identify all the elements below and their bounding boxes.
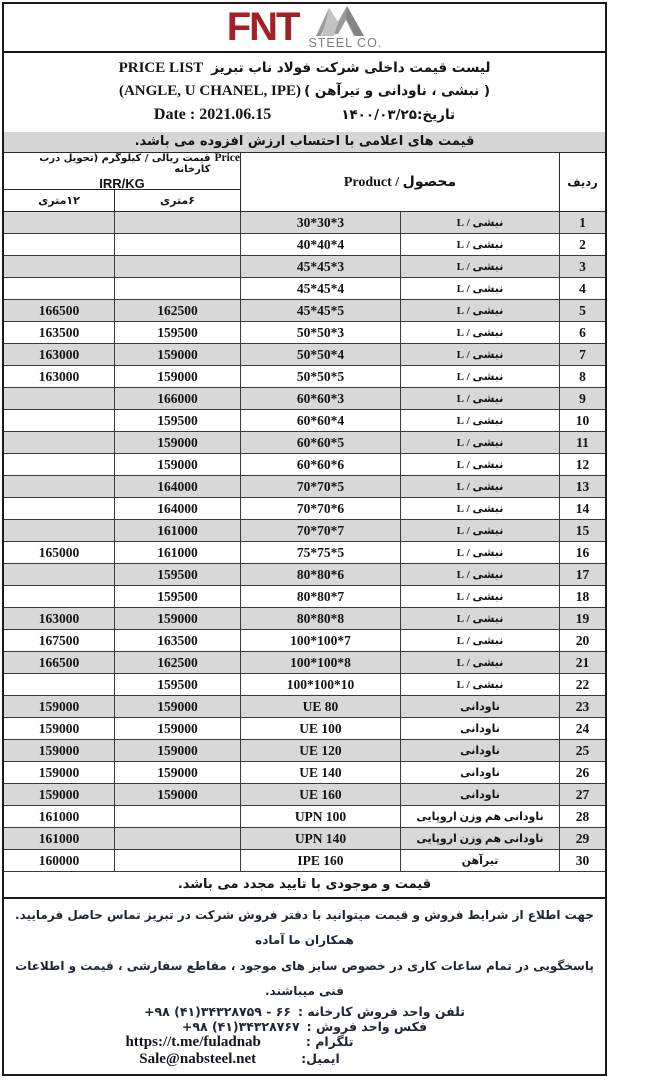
fax-label: فکس واحد فروش : [306,1019,428,1035]
subtitle-persian: ( نبشی ، ناودانی و تیرآهن ) [304,83,491,100]
price-6m-cell: 159000 [114,718,240,739]
type-cell: نبشی / L [400,454,559,475]
table-row [4,498,605,520]
price-6m-cell [114,278,240,299]
price-6m-cell: 159000 [114,696,240,717]
price-6m-cell: 159500 [114,564,240,585]
size-cell: 100*100*8 [240,652,400,673]
size-cell: 60*60*6 [240,454,400,475]
row-number-cell: 18 [559,586,605,607]
price-6m-cell [114,806,240,827]
price-6m-cell [114,850,240,871]
table-row [4,454,605,476]
price-6m-cell: 159000 [114,608,240,629]
subtitle-english: (ANGLE, U CHANEL, IPE) [118,83,302,100]
table-row [4,828,605,850]
price-unit-label: IRR/KG [99,175,145,191]
table-row [4,696,605,718]
price-12m-cell [4,278,114,299]
reconfirmation-note: قیمت و موجودی با تایید مجدد می باشد. [4,872,605,899]
type-cell: نبشی / L [400,344,559,365]
price-6m-cell [114,828,240,849]
email-link[interactable]: Sale@nabsteel.net [139,1051,257,1068]
size-cell: 50*50*4 [240,344,400,365]
price-12m-cell: 163000 [38,610,80,626]
size-cell: 45*45*4 [240,278,400,299]
logo-fnt-text: FNT [226,5,299,50]
price-12m-cell [4,564,114,585]
subtitle-line [4,83,605,100]
table-row [4,300,605,322]
type-cell: ناودانی هم وزن اروپایی [400,828,559,849]
row-number-cell: 4 [559,278,605,299]
type-cell: ناودانی [400,762,559,783]
logo-steelco-text: STEEL CO. [308,35,383,50]
row-number-cell: 13 [559,476,605,497]
size-cell: 100*100*10 [240,674,400,695]
size-cell: 80*80*7 [240,586,400,607]
date-persian: تاریخ:۱۴۰۰/۰۳/۲۵ [341,106,456,123]
document-header [4,53,605,132]
price-12m-cell: 163500 [38,324,80,340]
product-column-header: محصول / Product [240,153,559,211]
table-row [4,564,605,586]
price-6m-cell: 162500 [114,652,240,673]
table-row [4,674,605,696]
table-row [4,784,605,806]
sales-note-line1: جهت اطلاع از شرایط فروش و قیمت میتوانید با دفتر فروش شرکت در تبریز تماس حاصل فرمایید. همکاران ما آماده [15,908,594,948]
row-number-cell: 20 [559,630,605,651]
table-row [4,608,605,630]
size-cell: 70*70*5 [240,476,400,497]
mountain-logo-icon [314,6,366,36]
price-6m-cell: 159500 [114,410,240,431]
row-number-cell: 9 [559,388,605,409]
email-line [14,1051,595,1068]
size-cell: UE 140 [240,762,400,783]
table-row [4,212,605,234]
row-number-cell: 19 [559,608,605,629]
phone-line [14,1004,595,1019]
size-cell: 100*100*7 [240,630,400,651]
row-number-cell: 6 [559,322,605,343]
size-cell: 60*60*4 [240,410,400,431]
type-cell: نبشی / L [400,542,559,563]
table-row [4,366,605,388]
type-cell: نبشی / L [400,476,559,497]
type-cell: نبشی / L [400,212,559,233]
row-number-cell: 11 [559,432,605,453]
row-number-cell: 5 [559,300,605,321]
table-row [4,850,605,872]
type-cell: ناودانی [400,696,559,717]
row-number-cell: 15 [559,520,605,541]
price-header-persian: قیمت ریالی / کیلوگرم (تحویل درب کارخانه [39,152,211,175]
type-cell: نبشی / L [400,608,559,629]
table-row [4,278,605,300]
table-row [4,256,605,278]
row-number-cell: 26 [559,762,605,783]
telegram-label: تلگرام : [305,1034,354,1050]
fax-number: +۹۸ (۴۱)۳۴۳۲۸۷۶۷ [181,1019,300,1035]
row-number-cell: 28 [559,806,605,827]
type-cell: نبشی / L [400,630,559,651]
type-cell: ناودانی هم وزن اروپایی [400,806,559,827]
type-cell: نبشی / L [400,674,559,695]
fax-line [14,1019,595,1034]
size-cell: UE 80 [240,696,400,717]
table-row [4,762,605,784]
price-12m-cell [4,476,114,497]
table-row [4,476,605,498]
price-6m-cell: 159500 [114,674,240,695]
size-cell: UE 100 [240,718,400,739]
price-12m-cell [4,454,114,475]
table-row [4,630,605,652]
table-row [4,542,605,564]
size-cell: 45*45*3 [240,256,400,277]
price-6m-cell: 161000 [114,520,240,541]
price-12m-cell: 166500 [38,654,80,670]
price-table-body [4,212,605,872]
telegram-link[interactable]: https://t.me/fuladnab [125,1034,261,1051]
type-cell: نبشی / L [400,652,559,673]
size-cell: 60*60*3 [240,388,400,409]
row-number-cell: 25 [559,740,605,761]
table-row [4,520,605,542]
row-number-cell: 21 [559,652,605,673]
company-logo [4,4,605,53]
table-row [4,410,605,432]
size-cell: 50*50*3 [240,322,400,343]
size-cell: 70*70*6 [240,498,400,519]
type-cell: نبشی / L [400,498,559,519]
sales-note [14,903,595,1004]
row-number-cell: 24 [559,718,605,739]
price-12m-cell: 163000 [38,368,80,384]
type-cell: نبشی / L [400,322,559,343]
price-12m-cell: 159000 [38,742,80,758]
price-12m-cell [4,498,114,519]
row-number-cell: 27 [559,784,605,805]
title-english: PRICE LIST [118,60,204,77]
type-cell: نبشی / L [400,388,559,409]
table-row [4,344,605,366]
type-cell: نبشی / L [400,586,559,607]
price-6m-cell: 159000 [114,784,240,805]
row-number-cell: 23 [559,696,605,717]
title-line [4,60,605,77]
type-cell: ناودانی [400,718,559,739]
price-6m-cell: 159000 [114,454,240,475]
column-6m-header: ۶متری [114,189,240,211]
phone-label: تلفن واحد فروش کارخانه : [298,1004,465,1020]
row-number-column-header: ردیف [559,153,605,211]
size-cell: 45*45*5 [240,300,400,321]
price-12m-cell: 159000 [38,720,80,736]
price-6m-cell: 162500 [114,300,240,321]
row-number-cell: 1 [559,212,605,233]
type-cell: نبشی / L [400,410,559,431]
size-cell: 40*40*4 [240,234,400,255]
type-cell: نبشی / L [400,234,559,255]
price-6m-cell: 164000 [114,498,240,519]
contact-footer [4,899,605,1074]
price-12m-cell [4,410,114,431]
price-12m-cell: 167500 [38,632,80,648]
size-cell: UE 160 [240,784,400,805]
phone-number: +۹۸ (۴۱)۳۴۳۲۸۷۵۹ - ۶۶ [144,1004,292,1020]
table-row [4,234,605,256]
price-6m-cell: 159000 [114,762,240,783]
size-cell: 60*60*5 [240,432,400,453]
type-cell: ناودانی [400,784,559,805]
price-12m-cell [4,586,114,607]
price-12m-cell [4,674,114,695]
price-12m-cell: 161000 [38,808,80,824]
price-12m-cell: 163000 [38,346,80,362]
price-column-header [4,153,240,189]
type-cell: نبشی / L [400,256,559,277]
price-12m-cell: 166500 [38,302,80,318]
price-6m-cell [114,256,240,277]
price-12m-cell: 159000 [38,786,80,802]
telegram-line [14,1034,595,1051]
table-row [4,740,605,762]
price-6m-cell [114,212,240,233]
price-header-english: Price [214,151,240,164]
row-number-cell: 29 [559,828,605,849]
table-row [4,586,605,608]
price-6m-cell: 163500 [114,630,240,651]
column-12m-header: ۱۲متری [4,189,114,211]
price-12m-cell [4,388,114,409]
price-12m-cell: 165000 [38,544,80,560]
price-12m-cell: 161000 [38,830,80,846]
size-cell: UPN 100 [240,806,400,827]
type-cell: نبشی / L [400,520,559,541]
price-12m-cell: 160000 [38,852,80,868]
price-12m-cell [4,212,114,233]
price-12m-cell [4,432,114,453]
size-cell: 80*80*6 [240,564,400,585]
price-12m-cell [4,520,114,541]
type-cell: نبشی / L [400,366,559,387]
date-gregorian: Date : 2021.06.15 [153,105,272,123]
type-cell: نبشی / L [400,300,559,321]
title-persian: لیست قیمت داخلی شرکت فولاد ناب تبریز [211,60,491,77]
price-6m-cell: 161000 [114,542,240,563]
table-row [4,388,605,410]
size-cell: UPN 140 [240,828,400,849]
row-number-cell: 22 [559,674,605,695]
row-number-cell: 2 [559,234,605,255]
row-number-cell: 16 [559,542,605,563]
table-header [4,153,605,212]
type-cell: نبشی / L [400,564,559,585]
price-12m-cell: 159000 [38,764,80,780]
price-6m-cell: 159500 [114,586,240,607]
price-12m-cell: 159000 [38,698,80,714]
row-number-cell: 12 [559,454,605,475]
type-cell: تیرآهن [400,850,559,871]
row-number-cell: 10 [559,410,605,431]
price-12m-cell [4,234,114,255]
row-number-cell: 8 [559,366,605,387]
sales-note-line2: پاسخگویی در تمام ساعات کاری در خصوص سایز های موجود ، مقاطع سفارشی ، قیمت و اطلاعات فنی میباشند. [15,958,594,998]
row-number-cell: 30 [559,850,605,871]
size-cell: 80*80*8 [240,608,400,629]
price-6m-cell: 166000 [114,388,240,409]
size-cell: UE 120 [240,740,400,761]
size-cell: 75*75*5 [240,542,400,563]
price-6m-cell: 159000 [114,366,240,387]
price-6m-cell: 159000 [114,344,240,365]
type-cell: ناودانی [400,740,559,761]
type-cell: نبشی / L [400,432,559,453]
row-number-cell: 7 [559,344,605,365]
row-number-cell: 3 [559,256,605,277]
price-6m-cell [114,234,240,255]
price-6m-cell: 164000 [114,476,240,497]
table-row [4,806,605,828]
price-6m-cell: 159000 [114,432,240,453]
size-cell: IPE 160 [240,850,400,871]
price-12m-cell [4,256,114,277]
logo-mark [308,6,382,50]
row-number-cell: 17 [559,564,605,585]
type-cell: نبشی / L [400,278,559,299]
table-row [4,322,605,344]
vat-notice-banner: قیمت های اعلامی با احتساب ارزش افزوده می باشد. [4,132,605,154]
size-cell: 70*70*7 [240,520,400,541]
date-line [4,106,605,124]
table-row [4,432,605,454]
table-row [4,718,605,740]
size-cell: 30*30*3 [240,212,400,233]
price-6m-cell: 159500 [114,322,240,343]
price-6m-cell: 159000 [114,740,240,761]
row-number-cell: 14 [559,498,605,519]
price-list-document [2,2,607,1076]
table-row [4,652,605,674]
email-label: ایمیل: [301,1051,340,1067]
size-cell: 50*50*5 [240,366,400,387]
